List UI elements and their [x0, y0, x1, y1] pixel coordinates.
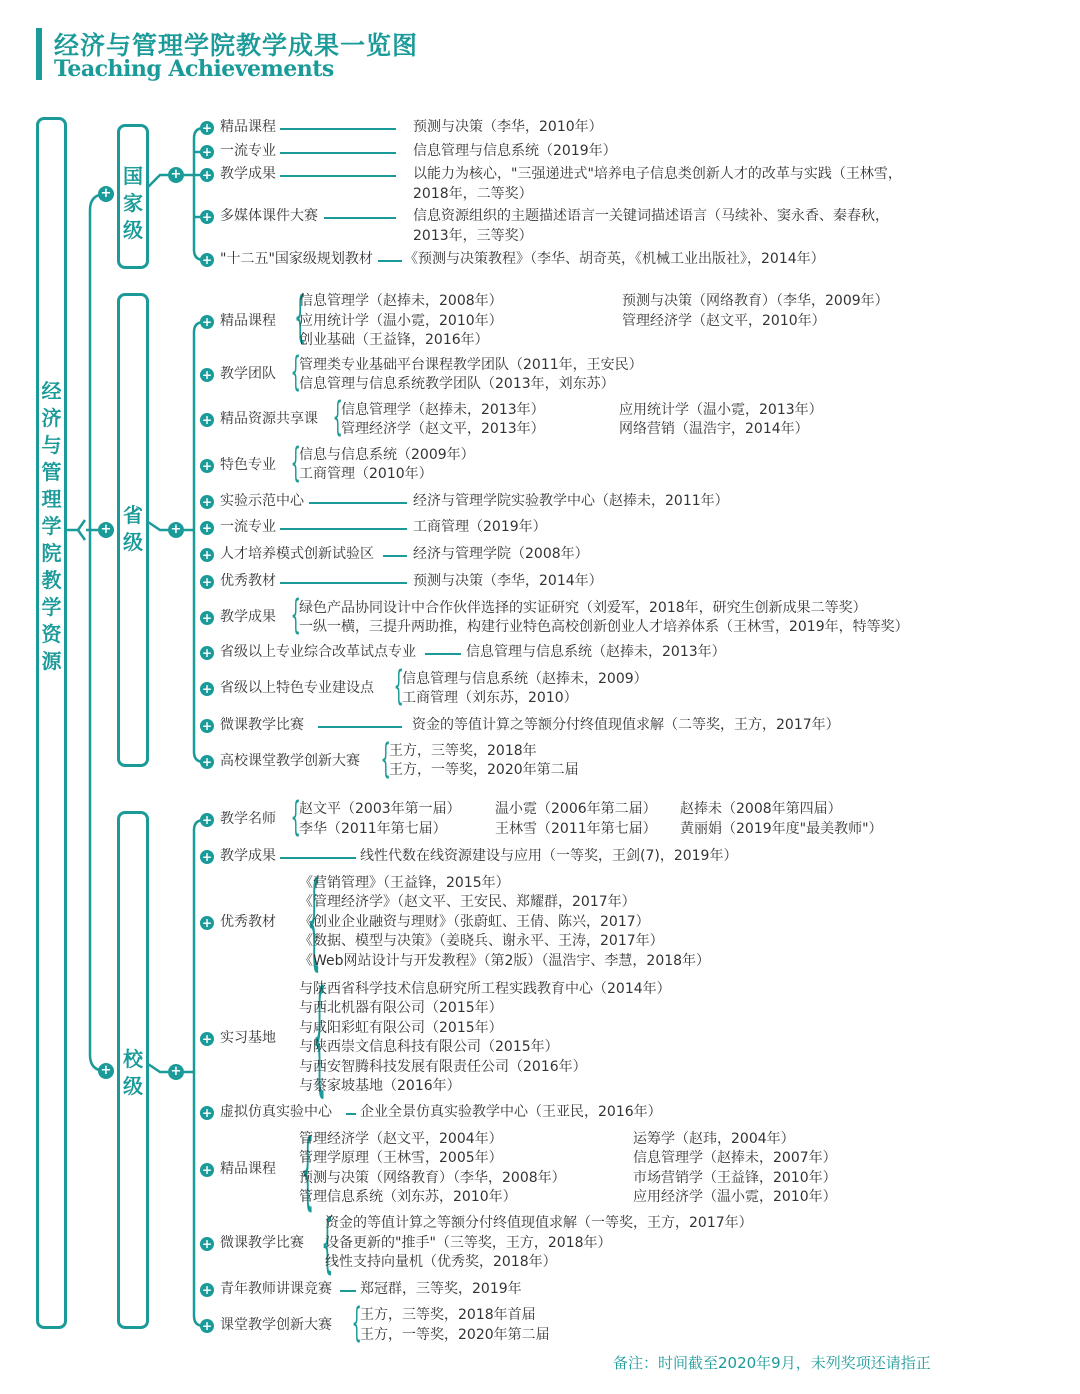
item-value: 王方，一等奖，2020年第二届 — [360, 1327, 550, 1343]
plus-circle-icon[interactable]: + — [201, 646, 213, 660]
curly-brace-icon: { — [393, 663, 404, 709]
plus-circle-icon[interactable]: + — [201, 548, 213, 562]
curly-brace-icon: { — [290, 592, 301, 638]
item-label: 教学成果 — [220, 609, 276, 625]
item-value: 信息管理与信息系统（赵捧未，2013年） — [466, 644, 726, 660]
item-label: 人才培养模式创新试验区 — [220, 546, 374, 562]
item-value: 信息管理学（赵捧未，2013年） — [341, 402, 545, 418]
item-value: 一纵一横，三提升两助推，构建行业特色高校创新创业人才培养体系（王林雪，2019年，特等奖） — [299, 619, 909, 635]
plus-circle-icon[interactable]: + — [201, 813, 213, 827]
item-value: 与陕西崇文信息科技有限公司（2015年） — [299, 1039, 559, 1055]
item-label: 教学成果 — [220, 166, 276, 182]
item-label: 虚拟仿真实验中心 — [220, 1104, 332, 1120]
curly-brace-icon: { — [321, 1207, 334, 1281]
item-value: 黄丽娟（2019年度"最美教师"） — [680, 821, 883, 837]
item-label: 实习基地 — [220, 1030, 276, 1046]
item-value: 管理学原理（王林雪，2005年） — [299, 1150, 503, 1166]
item-value: 王方，一等奖，2020年第二届 — [389, 762, 579, 778]
item-label: 优秀教材 — [220, 573, 276, 589]
item-label: 实验示范中心 — [220, 493, 304, 509]
level-provincial-label: 省级 — [123, 503, 143, 554]
item-value: 预测与决策（李华，2014年） — [413, 573, 603, 589]
item-label: 一流专业 — [220, 519, 276, 535]
item-value: 预测与决策（李华，2010年） — [413, 119, 603, 135]
item-label: 省级以上专业综合改革试点专业 — [220, 644, 416, 660]
item-value: 2018年，二等奖） — [413, 186, 533, 202]
connector-line — [346, 1113, 356, 1115]
plus-circle-icon[interactable]: + — [201, 850, 213, 864]
plus-circle-icon[interactable]: + — [201, 168, 213, 182]
plus-circle-icon[interactable]: + — [201, 253, 213, 267]
item-value: 信息管理学（赵捧未，2008年） — [299, 293, 503, 309]
plus-circle-icon[interactable]: + — [201, 145, 213, 159]
curly-brace-icon: { — [307, 859, 321, 981]
item-label: 微课教学比赛 — [220, 717, 304, 733]
item-value: 《预测与决策教程》（李华、胡奇英，《机械工业出版社》，2014年） — [404, 251, 825, 267]
item-value: 与咸阳彩虹有限公司（2015年） — [299, 1020, 503, 1036]
item-value: 绿色产品协同设计中合作伙伴选择的实证研究（刘爱军，2018年，研究生创新成果二等奖） — [299, 600, 867, 616]
plus-circle-icon[interactable]: + — [201, 121, 213, 135]
root-node — [36, 117, 67, 1329]
item-label: 精品课程 — [220, 119, 276, 135]
plus-circle-icon[interactable]: + — [201, 368, 213, 382]
connector-line — [280, 128, 396, 130]
item-label: 一流专业 — [220, 143, 276, 159]
curly-brace-icon: { — [290, 349, 301, 395]
item-value: 《数据、模型与决策》（姜晓兵、谢永平、王涛，2017年） — [299, 933, 664, 949]
item-value: 王方，三等奖，2018年 — [389, 743, 537, 759]
item-label: 精品课程 — [220, 313, 276, 329]
item-value: 网络营销（温浩宇，2014年） — [619, 421, 809, 437]
plus-circle-icon[interactable]: + — [201, 1237, 213, 1251]
item-value: 《Web网站设计与开发教程》（第2版）（温浩宇、李慧，2018年） — [299, 953, 711, 969]
item-label: 教学名师 — [220, 811, 276, 827]
item-value: 李华（2011年第七届） — [299, 821, 447, 837]
item-value: 企业全景仿真实验教学中心（王亚民，2016年） — [360, 1104, 662, 1120]
plus-circle-icon[interactable]: + — [201, 459, 213, 473]
connector-line — [378, 260, 402, 262]
school-expand-icon[interactable]: + — [168, 1064, 184, 1080]
item-value: 应用经济学（温小霓，2010年） — [633, 1189, 837, 1205]
item-value: 王方，三等奖，2018年首届 — [360, 1307, 536, 1323]
item-value: 预测与决策（网络教育）（李华，2008年） — [299, 1170, 566, 1186]
plus-circle-icon[interactable]: + — [201, 315, 213, 329]
item-label: 优秀教材 — [220, 914, 276, 930]
curly-brace-icon: { — [351, 1300, 362, 1346]
item-value: 设备更新的"推手"（三等奖，王方，2018年） — [325, 1235, 612, 1251]
item-value: 预测与决策（网络教育）（李华，2009年） — [622, 293, 889, 309]
connector-line — [309, 502, 407, 504]
school-connector-icon[interactable]: + — [98, 1063, 114, 1079]
item-value: 赵文平（2003年第一届） — [299, 801, 461, 817]
curly-brace-icon: { — [290, 794, 301, 840]
item-label: "十二五"国家级规划教材 — [220, 251, 373, 267]
item-label: 青年教师讲课竞赛 — [220, 1281, 332, 1297]
item-value: 与蔡家坡基地（2016年） — [299, 1078, 461, 1094]
item-value: 经济与管理学院实验教学中心（赵捧未，2011年） — [413, 493, 729, 509]
item-value: 信息资源组织的主题描述语言一关键词描述语言（马续补、窦永香、秦春秋， — [413, 208, 889, 224]
plus-circle-icon[interactable]: + — [201, 1163, 213, 1177]
item-value: 温小霓（2006年第二届） — [495, 801, 657, 817]
item-label: 教学团队 — [220, 366, 276, 382]
level-national-label: 国家级 — [123, 164, 143, 242]
plus-circle-icon[interactable]: + — [201, 1319, 213, 1333]
item-label: 精品课程 — [220, 1161, 276, 1177]
item-value: 线性代数在线资源建设与应用（一等奖，王剑(7)，2019年） — [360, 848, 738, 864]
item-value: 线性支持向量机（优秀奖，2018年） — [325, 1254, 557, 1270]
item-value: 资金的等值计算之等额分付终值现值求解（一等奖，王方，2017年） — [325, 1215, 753, 1231]
item-value: 信息管理学（赵捧未，2007年） — [633, 1150, 837, 1166]
provincial-expand-icon[interactable]: + — [168, 522, 184, 538]
item-value: 王林雪（2011年第七届） — [495, 821, 657, 837]
plus-circle-icon[interactable]: + — [201, 1283, 213, 1297]
plus-circle-icon[interactable]: + — [201, 611, 213, 625]
item-value: 管理类专业基础平台课程教学团队（2011年，王安民） — [299, 357, 643, 373]
level-provincial[interactable] — [117, 293, 149, 767]
plus-circle-icon[interactable]: + — [201, 1032, 213, 1046]
root-label: 经济与管理学院教学资源 — [41, 379, 62, 673]
level-national[interactable] — [117, 124, 149, 269]
item-value: 2013年，三等奖） — [413, 228, 533, 244]
item-value: 《管理经济学》（赵文平、王安民、郑耀群，2017年） — [299, 894, 636, 910]
footnote: 备注：时间截至2020年9月，未列奖项还请指正 — [613, 1354, 931, 1372]
item-label: 特色专业 — [220, 457, 276, 473]
item-value: 信息管理与信息系统教学团队（2013年，刘东苏） — [299, 376, 615, 392]
root-expand-icon[interactable]: + — [98, 522, 114, 538]
item-label: 课堂教学创新大赛 — [220, 1317, 332, 1333]
item-value: 管理信息系统（刘东苏，2010年） — [299, 1189, 517, 1205]
curly-brace-icon: { — [332, 394, 343, 440]
item-label: 教学成果 — [220, 848, 276, 864]
plus-circle-icon[interactable]: + — [201, 495, 213, 509]
curly-brace-icon: { — [290, 440, 301, 486]
item-value: 信息管理与信息系统（赵捧未，2009） — [402, 671, 648, 687]
item-value: 《营销管理》（王益锋，2015年） — [299, 875, 510, 891]
plus-circle-icon[interactable]: + — [201, 521, 213, 535]
item-value: 工商管理（2019年） — [413, 519, 547, 535]
item-value: 与陕西省科学技术信息研究所工程实践教育中心（2014年） — [299, 981, 671, 997]
plus-circle-icon[interactable]: + — [201, 210, 213, 224]
plus-circle-icon[interactable]: + — [201, 682, 213, 696]
connector-line — [318, 726, 402, 728]
item-value: 管理经济学（赵文平，2004年） — [299, 1131, 503, 1147]
plus-circle-icon[interactable]: + — [201, 575, 213, 589]
connector-line — [383, 555, 407, 557]
item-value: 赵捧未（2008年第四届） — [680, 801, 842, 817]
national-connector-icon[interactable]: + — [98, 186, 114, 202]
item-value: 创业基础（王益锋，2016年） — [299, 332, 489, 348]
item-label: 省级以上特色专业建设点 — [220, 680, 374, 696]
item-value: 以能力为核心，"三强递进式"培养电子信息类创新人才的改革与实践（王林雪， — [413, 166, 902, 182]
connector-line — [425, 653, 461, 655]
connector-line — [340, 1290, 356, 1292]
item-label: 多媒体课件大赛 — [220, 208, 318, 224]
item-value: 应用统计学（温小霓，2010年） — [299, 313, 503, 329]
level-school[interactable] — [117, 811, 149, 1329]
plus-circle-icon[interactable]: + — [201, 413, 213, 427]
item-value: 资金的等值计算之等额分付终值现值求解（二等奖，王方，2017年） — [412, 717, 840, 733]
connector-line — [324, 217, 396, 219]
level-school-label: 校级 — [123, 1047, 143, 1098]
page-subtitle: Teaching Achievements — [54, 56, 334, 82]
item-value: 管理经济学（赵文平，2010年） — [622, 313, 826, 329]
curly-brace-icon: { — [380, 736, 391, 782]
plus-circle-icon[interactable]: + — [201, 755, 213, 769]
item-value: 信息管理与信息系统（2019年） — [413, 143, 617, 159]
item-value: 运筹学（赵玮，2004年） — [633, 1131, 795, 1147]
item-value: 郑冠群，三等奖，2019年 — [360, 1281, 522, 1297]
item-value: 经济与管理学院（2008年） — [413, 546, 589, 562]
item-value: 《创业企业融资与理财》（张蔚虹、王倩、陈兴，2017） — [299, 914, 650, 930]
item-value: 与西安智腾科技发展有限责任公司（2016年） — [299, 1059, 587, 1075]
item-value: 管理经济学（赵文平，2013年） — [341, 421, 545, 437]
national-expand-icon[interactable]: + — [168, 167, 184, 183]
curly-brace-icon: { — [312, 965, 327, 1109]
page-title: 经济与管理学院教学成果一览图 — [54, 31, 419, 60]
connector-line — [280, 175, 396, 177]
connector-line — [280, 528, 407, 530]
plus-circle-icon[interactable]: + — [201, 916, 213, 930]
item-value: 工商管理（2010年） — [299, 466, 433, 482]
item-value: 应用统计学（温小霓，2013年） — [619, 402, 823, 418]
item-value: 市场营销学（王益锋，2010年） — [633, 1170, 837, 1186]
item-label: 精品资源共享课 — [220, 411, 318, 427]
item-label: 高校课堂教学创新大赛 — [220, 753, 360, 769]
plus-circle-icon[interactable]: + — [201, 719, 213, 733]
connector-line — [280, 152, 396, 154]
plus-circle-icon[interactable]: + — [201, 1106, 213, 1120]
item-label: 微课教学比赛 — [220, 1235, 304, 1251]
item-value: 与西北机器有限公司（2015年） — [299, 1000, 503, 1016]
curly-brace-icon: { — [301, 1121, 315, 1219]
curly-brace-icon: { — [294, 285, 307, 348]
item-value: 工商管理（刘东苏，2010） — [402, 690, 578, 706]
item-value: 信息与信息系统（2009年） — [299, 447, 475, 463]
connector-line — [280, 582, 407, 584]
